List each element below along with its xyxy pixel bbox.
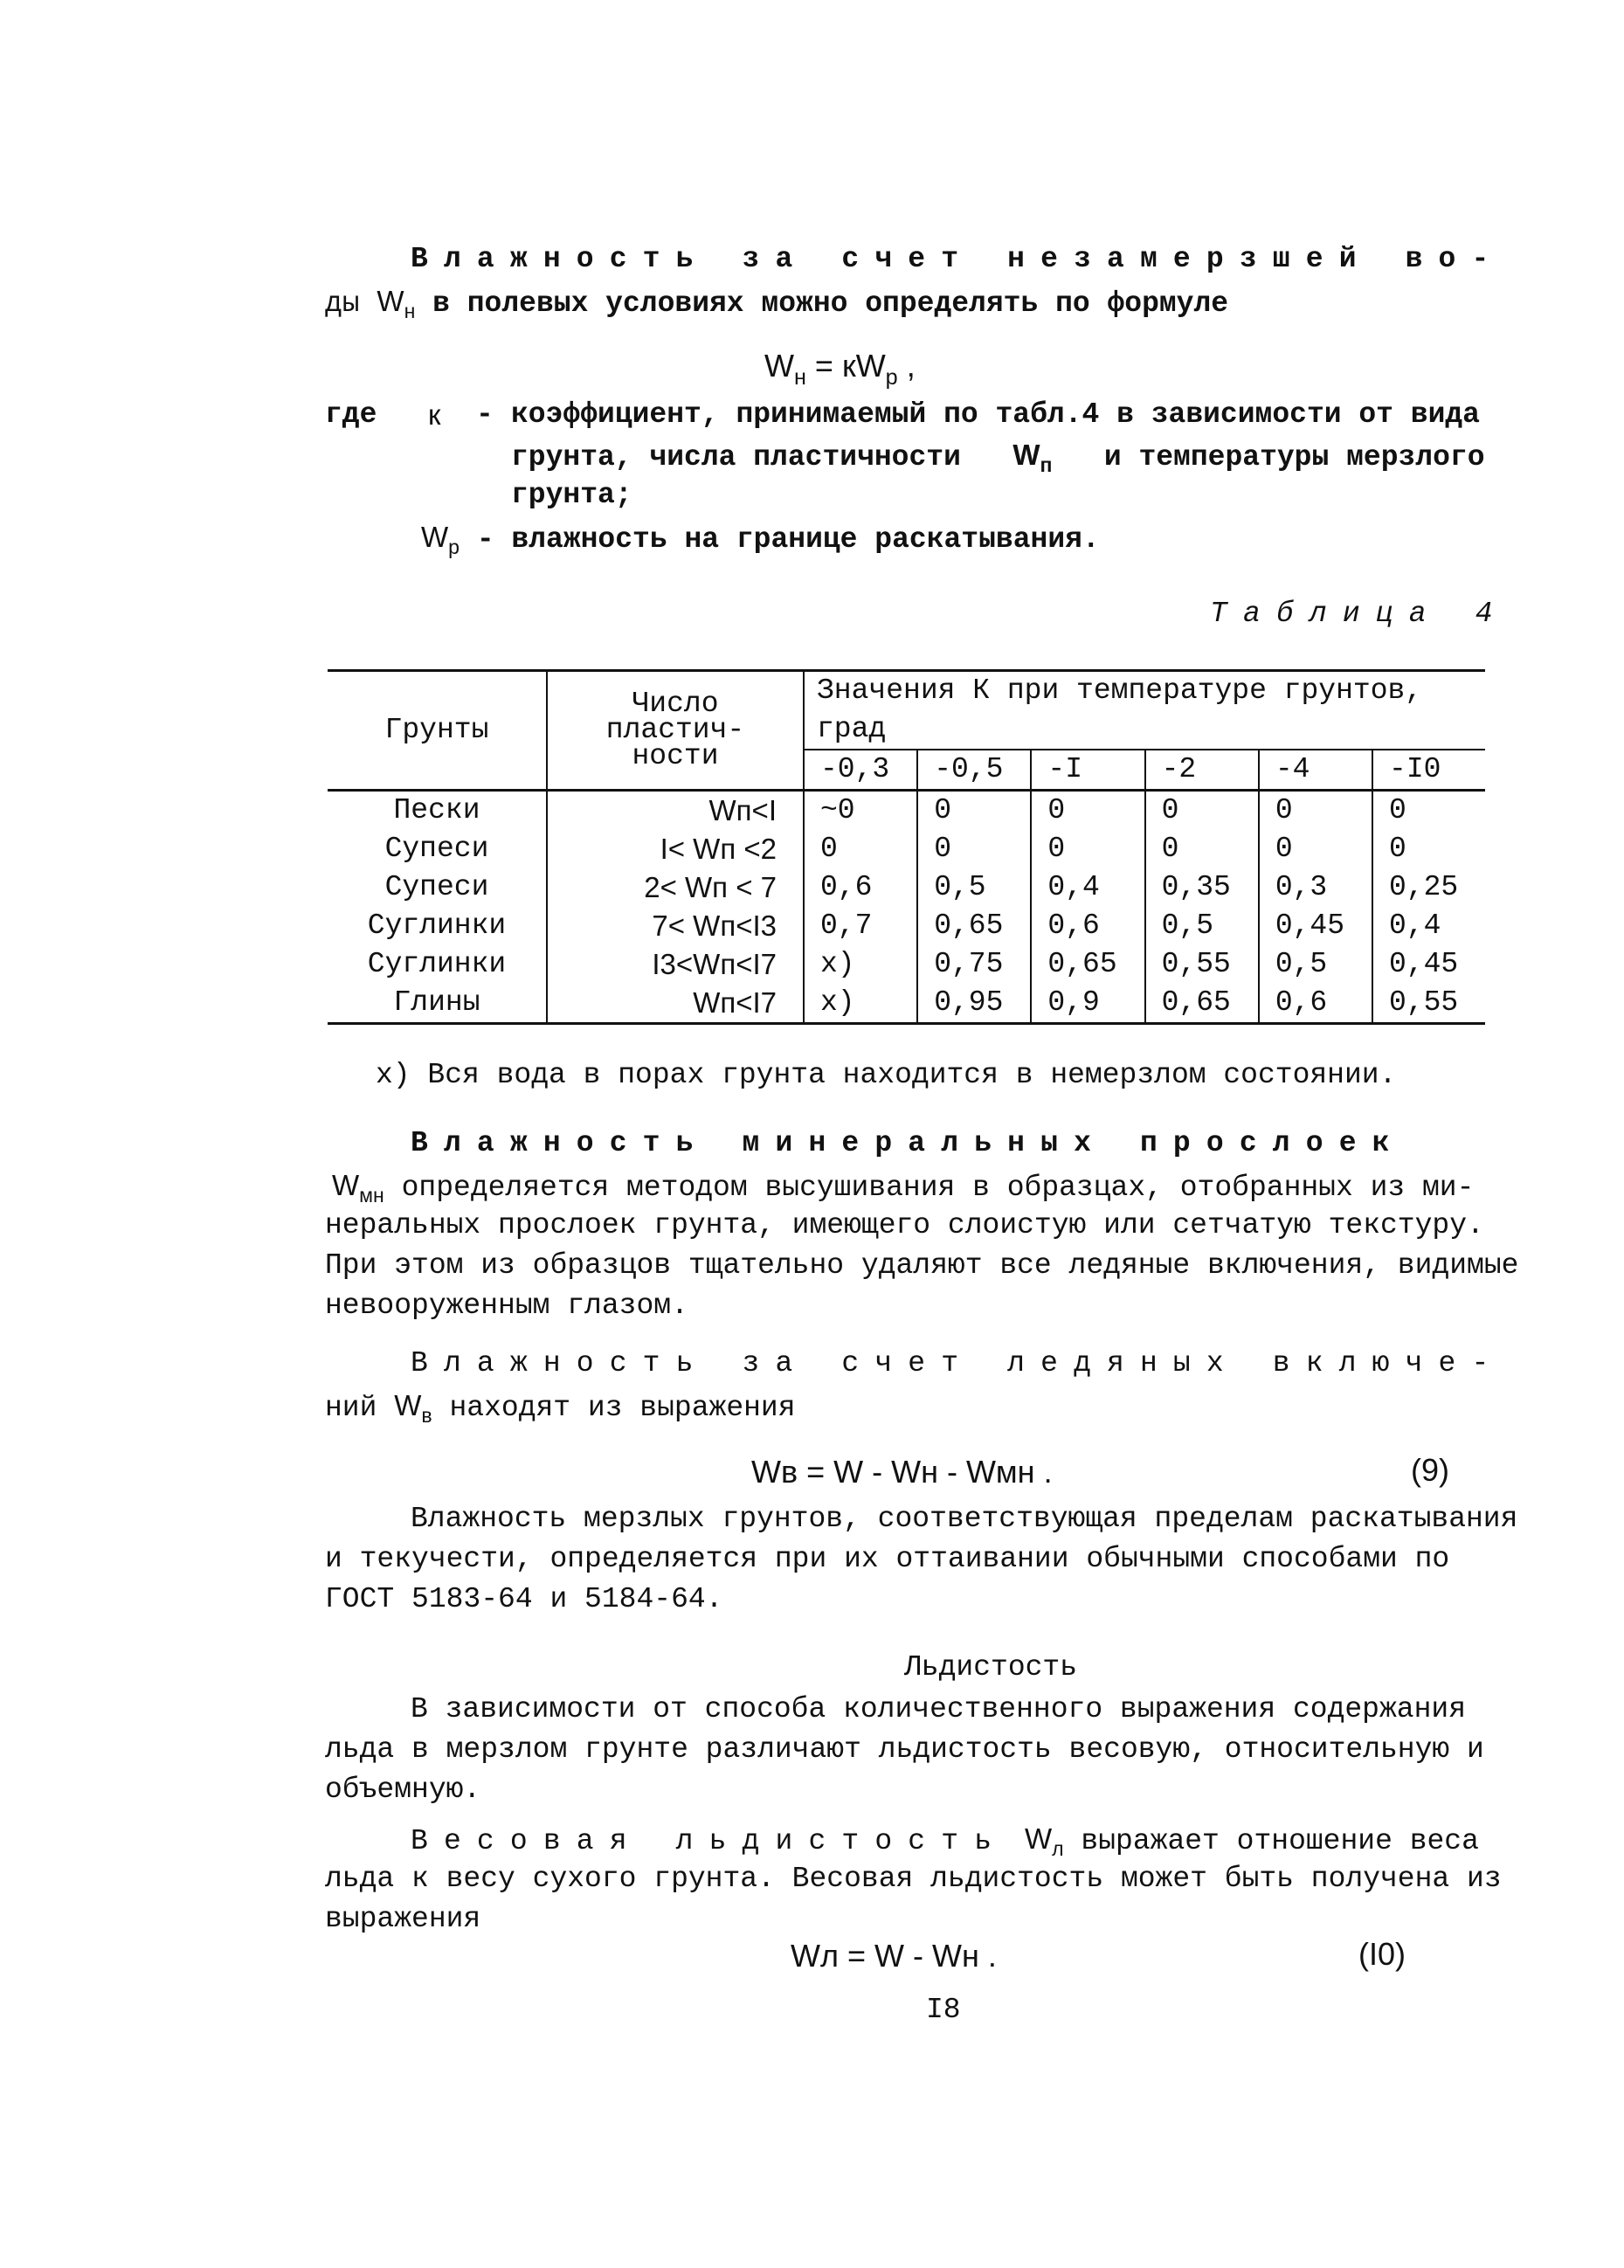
row-value: 0,25 [1372,868,1485,907]
row-plasticity: Wп<I [547,791,804,831]
row-value: x) [804,984,917,1024]
row-value: 0 [917,830,1031,868]
table-row [328,945,1485,984]
row-value: x) [804,945,917,984]
row-value: 0 [1145,791,1259,831]
where-dash: - [476,398,494,431]
table-footnote: x) Вся вода в порах грунта находится в немерзлом состоянии. [376,1059,1397,1091]
row-soil: Пески [393,794,480,826]
header-temp-4: -2 [1145,750,1259,791]
table-row [328,984,1485,1024]
page-number: I8 [926,1994,961,2026]
row-value: 0 [1145,830,1259,868]
where-label: где [325,398,377,431]
row-value: 0,4 [1372,907,1485,945]
para1-line2 [325,281,1228,324]
wp-definition: $W_р$ - влажность на границе раскатывания. [421,521,1100,559]
para2-line4: невооруженным глазом. [325,1290,688,1322]
para6-line1: Весовая льдистость $W_л$ выражает отношение веса [411,1822,1479,1861]
header-plasticity: Число пластич- ности [547,671,804,791]
table-row [328,868,1485,907]
row-value: 0,45 [1372,945,1485,984]
row-value: 0,55 [1145,945,1259,984]
para2-line1: $W_{мн}$ определяется методом высушивания в образцах, отобранных из ми- [332,1169,1475,1207]
row-value: 0,45 [1259,907,1372,945]
para5-line1: В зависимости от способа количественного выражения содержания [411,1693,1466,1725]
wl-symbol: $W_л$ [1024,1822,1064,1861]
wp2-symbol: $W_р$ [421,521,460,559]
formula-wn: $W_н = кW_р$ , [764,348,916,390]
wn-symbol: $W_н$ [377,285,416,323]
row-value: 0 [1259,791,1372,831]
table-row [328,791,1485,831]
wp-symbol: $W_п$ [1012,439,1053,477]
para3-title: Влажность за счет ледяных включе- [411,1347,1505,1379]
section-title: Льдистость [904,1651,1078,1684]
row-value: 0,5 [1259,945,1372,984]
header-soil: Грунты [328,671,547,791]
row-value: 0 [1259,830,1372,868]
row-value: 0,65 [1031,945,1144,984]
row-value: 0,6 [1259,984,1372,1024]
formula-9-number: (9) [1411,1452,1449,1488]
para2-line2: неральных прослоек грунта, имеющего слоистую или сетчатую текстуру. [325,1209,1484,1241]
para5-line3: объемную. [325,1774,481,1806]
header-temp-6: -I0 [1372,750,1485,791]
k-definition-line3: грунта; [511,479,632,511]
row-value: ~0 [804,791,917,831]
formula-10: Wл = W - Wн . [791,1938,997,1974]
k-symbol: к [428,398,441,431]
header-temp-2: -0,5 [917,750,1031,791]
table-row [328,907,1485,945]
row-plasticity: I< Wп <2 [547,830,804,868]
para2-title: Влажность минеральных прослоек [411,1127,1406,1159]
para4-line1: Влажность мерзлых грунтов, соответствующая пределам раскатывания [411,1503,1518,1535]
para6-line2: льда к весу сухого грунта. Весовая льдистость может быть получена из [325,1863,1502,1895]
row-soil: Глины [328,984,547,1024]
row-value: 0,9 [1031,984,1144,1024]
header-temp-1: -0,3 [804,750,917,791]
table-caption: Таблица 4 [1210,598,1509,630]
row-value: 0,65 [1145,984,1259,1024]
para1-title: Влажность за счет незамерзшей во- [411,243,1505,275]
row-value: 0,55 [1372,984,1485,1024]
row-value: 0 [1372,830,1485,868]
row-plasticity: 7< Wп<I3 [547,907,804,945]
row-value: 0 [917,791,1031,831]
row-plasticity: 2< Wп < 7 [547,868,804,907]
row-value: 0 [1031,791,1144,831]
row-soil: Суглинки [367,909,507,942]
header-values-title: Значения К при температуре грунтов, град [804,671,1485,750]
wv-symbol: $W_в$ [394,1389,432,1428]
k-definition-line1: коэффициент, принимаемый по табл.4 в зависимости от вида [511,398,1480,431]
row-value: 0,5 [917,868,1031,907]
para4-line2: и текучести, определяется при их оттаивании обычными способами по [325,1543,1450,1575]
row-soil: Суглинки [367,948,507,980]
row-value: 0 [804,830,917,868]
header-temp-5: -4 [1259,750,1372,791]
row-value: 0,6 [1031,907,1144,945]
row-value: 0,95 [917,984,1031,1024]
para5-line2: льда в мерзлом грунте различают льдистость весовую, относительную и [325,1733,1484,1766]
coefficient-table [328,669,1485,1025]
row-soil: Супеси [384,871,489,903]
formula-9: Wв = W - Wн - Wмн . [751,1454,1053,1490]
row-plasticity: I3<Wп<I7 [547,945,804,984]
header-temp-3: -I [1031,750,1144,791]
row-value: 0,65 [917,907,1031,945]
row-value: 0,4 [1031,868,1144,907]
para1-line2-pre: ды [325,287,360,320]
row-value: 0,7 [804,907,917,945]
row-value: 0,3 [1259,868,1372,907]
row-soil: Супеси [384,833,489,865]
formula-10-number: (I0) [1358,1936,1406,1972]
para2-line3: При этом из образцов тщательно удаляют все ледяные включения, видимые [325,1249,1519,1282]
table-row [328,830,1485,868]
row-value: 0,5 [1145,907,1259,945]
row-value: 0,35 [1145,868,1259,907]
row-value: 0 [1031,830,1144,868]
wmn-symbol: $W_{мн}$ [332,1169,384,1207]
para3-line2: ний $W_в$ находят из выражения [325,1389,796,1428]
para1-line2-post: в полевых условиях можно определять по формуле [415,287,1229,320]
row-value: 0,6 [804,868,917,907]
para4-line3: ГОСТ 5183-64 и 5184-64. [325,1583,723,1615]
row-value: 0 [1372,791,1485,831]
row-value: 0,75 [917,945,1031,984]
k-definition-line2: грунта, числа пластичности $W_п$ и температуры мерзлого [511,439,1485,477]
para6-line3: выражения [325,1903,481,1935]
row-plasticity: Wп<I7 [547,984,804,1024]
